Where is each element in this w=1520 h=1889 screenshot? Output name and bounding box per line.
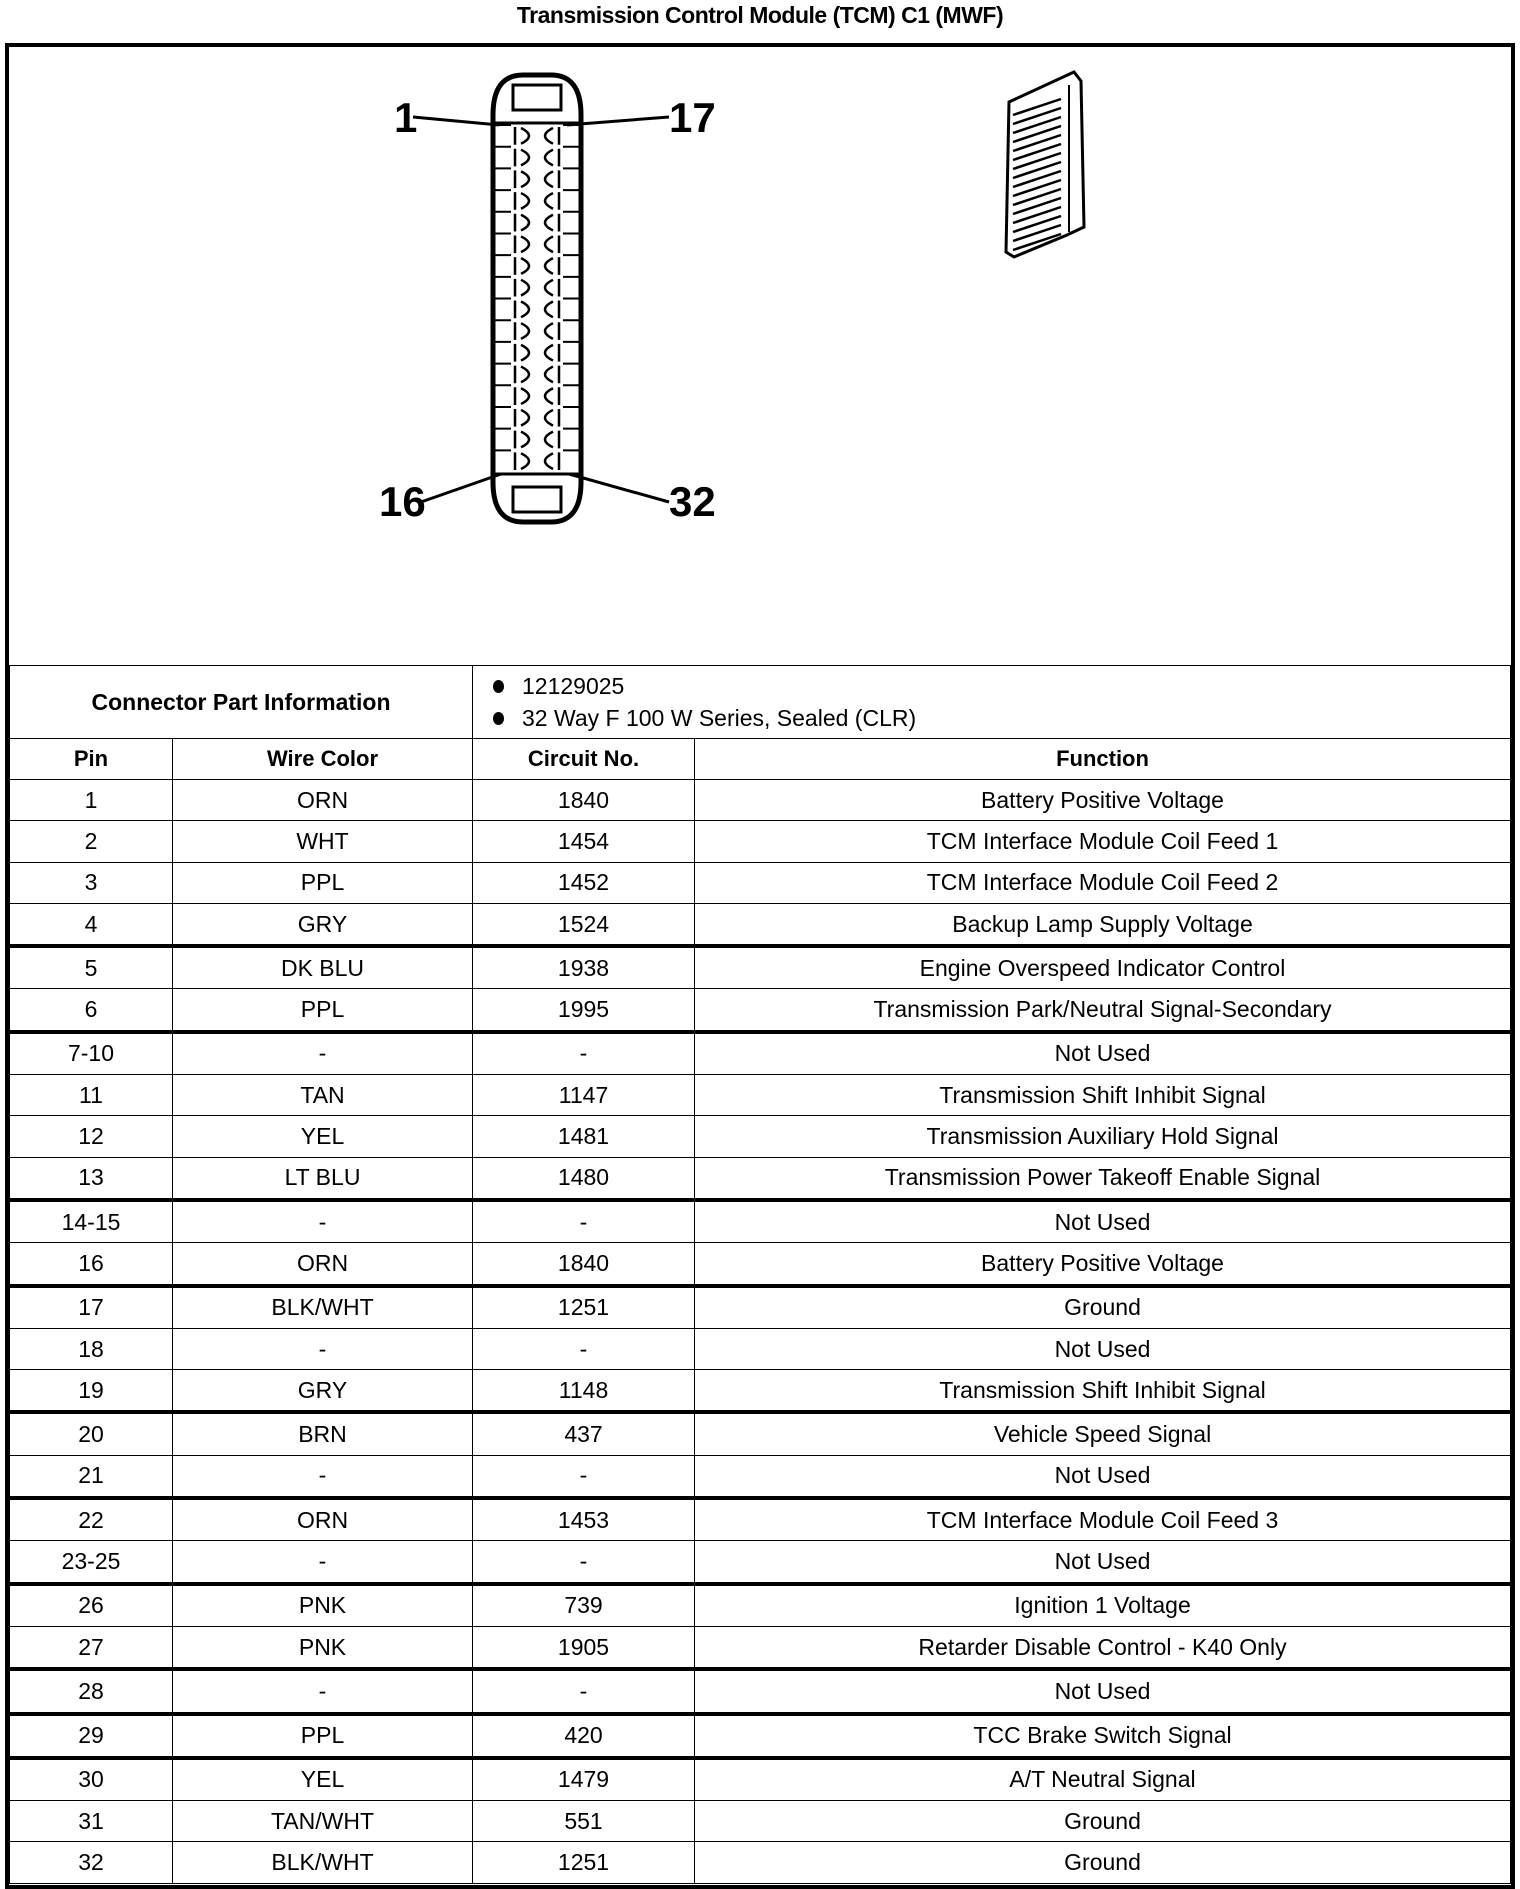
cell-wire-color: - <box>173 1455 473 1498</box>
cell-wire-color: PPL <box>173 989 473 1032</box>
cell-circuit: 1480 <box>473 1157 695 1200</box>
table-row <box>10 1286 1511 1329</box>
cell-wire-color: YEL <box>173 1116 473 1157</box>
cell-function: A/T Neutral Signal <box>695 1758 1511 1801</box>
cell-wire-color: BLK/WHT <box>173 1286 473 1329</box>
cell-pin: 11 <box>10 1075 173 1116</box>
cell-pin: 16 <box>10 1243 173 1286</box>
cell-circuit: 1452 <box>473 862 695 903</box>
cell-wire-color: TAN/WHT <box>173 1801 473 1842</box>
cell-function: Transmission Park/Neutral Signal-Secondary <box>695 989 1511 1032</box>
cell-circuit: 1454 <box>473 821 695 862</box>
table-row <box>10 1455 1511 1498</box>
table-row <box>10 1669 1511 1713</box>
cell-function: Ground <box>695 1842 1511 1883</box>
cell-function: Not Used <box>695 1669 1511 1713</box>
cell-pin: 19 <box>10 1370 173 1413</box>
cell-wire-color: WHT <box>173 821 473 862</box>
part-info-item <box>493 702 1510 734</box>
header-pin: Pin <box>10 739 173 780</box>
table-row <box>10 862 1511 903</box>
cell-circuit: 1840 <box>473 1243 695 1286</box>
part-info-item <box>493 670 1510 702</box>
cell-wire-color: - <box>173 1541 473 1584</box>
table-row <box>10 821 1511 862</box>
table-row <box>10 903 1511 946</box>
header-wire-color: Wire Color <box>173 739 473 780</box>
leader-line-pin-1 <box>413 117 499 125</box>
bullet-icon <box>493 680 504 693</box>
pin-label-32: 32 <box>669 478 716 525</box>
cell-function: Transmission Auxiliary Hold Signal <box>695 1116 1511 1157</box>
table-header-row <box>10 739 1511 780</box>
cell-wire-color: - <box>173 1200 473 1243</box>
cell-pin: 3 <box>10 862 173 903</box>
cell-pin: 27 <box>10 1626 173 1669</box>
page-title: Transmission Control Module (TCM) C1 (MWF) <box>516 2 1004 28</box>
cell-circuit: - <box>473 1669 695 1713</box>
part-info-label: Connector Part Information <box>10 666 473 739</box>
table-row <box>10 1243 1511 1286</box>
cell-wire-color: PNK <box>173 1626 473 1669</box>
cell-wire-color: GRY <box>173 903 473 946</box>
cell-circuit: 1840 <box>473 780 695 821</box>
cell-wire-color: BRN <box>173 1412 473 1455</box>
cell-circuit: - <box>473 1328 695 1369</box>
cell-pin: 2 <box>10 821 173 862</box>
cell-pin: 29 <box>10 1714 173 1758</box>
cell-wire-color: BLK/WHT <box>173 1842 473 1883</box>
cell-circuit: 1938 <box>473 946 695 989</box>
cell-function: TCM Interface Module Coil Feed 1 <box>695 821 1511 862</box>
cell-wire-color: GRY <box>173 1370 473 1413</box>
cell-function: Ignition 1 Voltage <box>695 1584 1511 1627</box>
cell-function: Engine Overspeed Indicator Control <box>695 946 1511 989</box>
cell-wire-color: PNK <box>173 1584 473 1627</box>
cell-circuit: 1524 <box>473 903 695 946</box>
cell-function: Battery Positive Voltage <box>695 780 1511 821</box>
cell-wire-color: TAN <box>173 1075 473 1116</box>
pin-label-17: 17 <box>669 94 716 141</box>
table-row <box>10 946 1511 989</box>
leader-line-pin-16 <box>421 474 501 502</box>
header-circuit: Circuit No. <box>473 739 695 780</box>
cell-function: Backup Lamp Supply Voltage <box>695 903 1511 946</box>
cell-pin: 13 <box>10 1157 173 1200</box>
cell-wire-color: DK BLU <box>173 946 473 989</box>
table-row <box>10 1626 1511 1669</box>
cell-pin: 23-25 <box>10 1541 173 1584</box>
cell-function: TCM Interface Module Coil Feed 3 <box>695 1498 1511 1541</box>
cell-function: Transmission Shift Inhibit Signal <box>695 1370 1511 1413</box>
cell-function: Not Used <box>695 1455 1511 1498</box>
pin-label-16: 16 <box>379 478 426 525</box>
cell-wire-color: ORN <box>173 1498 473 1541</box>
cell-function: Not Used <box>695 1032 1511 1075</box>
cell-pin: 30 <box>10 1758 173 1801</box>
table-row <box>10 1801 1511 1842</box>
cell-pin: 12 <box>10 1116 173 1157</box>
cell-wire-color: PPL <box>173 1714 473 1758</box>
cell-pin: 28 <box>10 1669 173 1713</box>
cell-circuit: 1995 <box>473 989 695 1032</box>
table-row <box>10 1498 1511 1541</box>
table-row <box>10 1541 1511 1584</box>
cell-circuit: 551 <box>473 1801 695 1842</box>
cell-circuit: 1251 <box>473 1286 695 1329</box>
cell-function: Retarder Disable Control - K40 Only <box>695 1626 1511 1669</box>
cell-circuit: 1147 <box>473 1075 695 1116</box>
cell-circuit: - <box>473 1541 695 1584</box>
cell-pin: 26 <box>10 1584 173 1627</box>
cell-wire-color: - <box>173 1032 473 1075</box>
cell-circuit: 739 <box>473 1584 695 1627</box>
cell-function: Transmission Shift Inhibit Signal <box>695 1075 1511 1116</box>
table-row <box>10 1584 1511 1627</box>
cell-wire-color: - <box>173 1669 473 1713</box>
cell-wire-color: LT BLU <box>173 1157 473 1200</box>
cell-function: TCC Brake Switch Signal <box>695 1714 1511 1758</box>
table-row <box>10 1075 1511 1116</box>
cell-circuit: - <box>473 1200 695 1243</box>
cell-function: Ground <box>695 1801 1511 1842</box>
bullet-icon <box>493 712 504 725</box>
part-info-list <box>473 666 1511 739</box>
cell-function: Not Used <box>695 1200 1511 1243</box>
pin-label-1: 1 <box>394 94 418 141</box>
table-row <box>10 989 1511 1032</box>
cell-pin: 7-10 <box>10 1032 173 1075</box>
leader-line-pin-32 <box>569 474 669 502</box>
cell-circuit: - <box>473 1032 695 1075</box>
table-row <box>10 1032 1511 1075</box>
table-row <box>10 1370 1511 1413</box>
connector-diagram <box>9 47 1511 665</box>
cell-circuit: 1479 <box>473 1758 695 1801</box>
cell-pin: 18 <box>10 1328 173 1369</box>
table-row <box>10 1714 1511 1758</box>
connector-diagram-svg <box>9 47 1511 665</box>
cell-circuit: 420 <box>473 1714 695 1758</box>
table-row <box>10 1116 1511 1157</box>
part-info-row <box>10 666 1511 739</box>
cell-pin: 6 <box>10 989 173 1032</box>
cell-circuit: 1148 <box>473 1370 695 1413</box>
connector-face-view-icon <box>493 75 581 522</box>
cell-wire-color: ORN <box>173 780 473 821</box>
cell-pin: 14-15 <box>10 1200 173 1243</box>
header-function: Function <box>695 739 1511 780</box>
cell-function: Vehicle Speed Signal <box>695 1412 1511 1455</box>
cell-circuit: - <box>473 1455 695 1498</box>
connector-sheet <box>5 43 1515 1889</box>
cell-wire-color: PPL <box>173 862 473 903</box>
cell-pin: 22 <box>10 1498 173 1541</box>
cell-wire-color: - <box>173 1328 473 1369</box>
cell-pin: 32 <box>10 1842 173 1883</box>
cell-function: Not Used <box>695 1541 1511 1584</box>
cell-pin: 4 <box>10 903 173 946</box>
connector-isometric-view-icon <box>1006 72 1084 257</box>
cell-pin: 31 <box>10 1801 173 1842</box>
cell-pin: 5 <box>10 946 173 989</box>
table-row <box>10 1758 1511 1801</box>
cell-function: Ground <box>695 1286 1511 1329</box>
cell-circuit: 1481 <box>473 1116 695 1157</box>
table-row <box>10 1157 1511 1200</box>
cell-function: TCM Interface Module Coil Feed 2 <box>695 862 1511 903</box>
cell-function: Battery Positive Voltage <box>695 1243 1511 1286</box>
table-row <box>10 1200 1511 1243</box>
cell-pin: 21 <box>10 1455 173 1498</box>
cell-circuit: 1453 <box>473 1498 695 1541</box>
cell-pin: 1 <box>10 780 173 821</box>
table-row <box>10 1842 1511 1883</box>
cell-function: Transmission Power Takeoff Enable Signal <box>695 1157 1511 1200</box>
cell-function: Not Used <box>695 1328 1511 1369</box>
pinout-table <box>9 665 1511 1884</box>
part-number: 12129025 <box>522 672 625 699</box>
table-row <box>10 1328 1511 1369</box>
table-row <box>10 780 1511 821</box>
cell-wire-color: ORN <box>173 1243 473 1286</box>
table-row <box>10 1412 1511 1455</box>
cell-pin: 20 <box>10 1412 173 1455</box>
cell-circuit: 1251 <box>473 1842 695 1883</box>
cell-circuit: 1905 <box>473 1626 695 1669</box>
cell-circuit: 437 <box>473 1412 695 1455</box>
cell-pin: 17 <box>10 1286 173 1329</box>
part-description: 32 Way F 100 W Series, Sealed (CLR) <box>522 704 917 731</box>
cell-wire-color: YEL <box>173 1758 473 1801</box>
